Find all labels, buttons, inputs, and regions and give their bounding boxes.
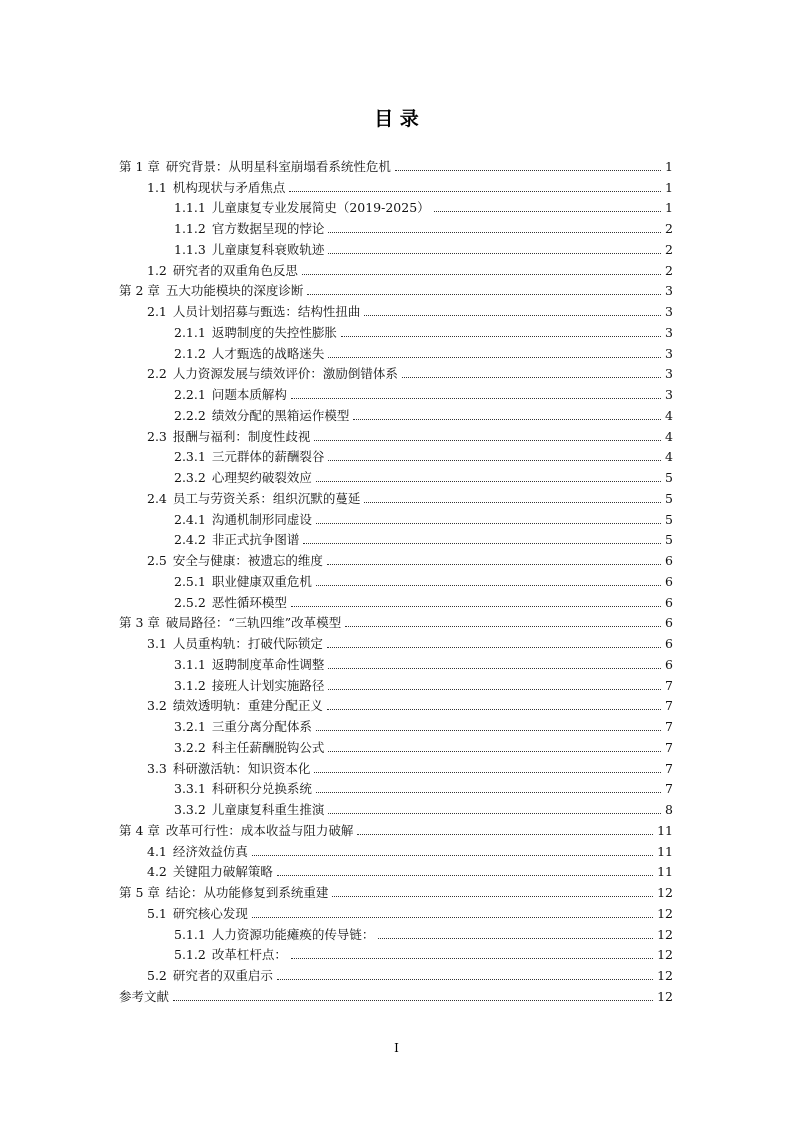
toc-entry-title: 儿童康复专业发展简史（2019-2025）: [211, 200, 430, 216]
table-of-contents: [119, 154, 673, 1005]
toc-entry-title: 人员计划招募与甄选：结构性扭曲: [172, 304, 361, 319]
toc-leader-dots: [395, 170, 661, 171]
toc-entry-number: 第 5 章: [119, 885, 160, 900]
toc-entry-page: 12: [657, 968, 673, 983]
toc-entry-title: 非正式抗争图谱: [211, 532, 300, 548]
toc-entry-number: 2.5.1: [174, 573, 206, 589]
toc-leader-dots: [327, 647, 661, 648]
toc-entry[interactable]: [119, 486, 673, 507]
toc-entry-page: 7: [665, 781, 673, 797]
toc-entry-page: 3: [665, 304, 673, 319]
toc-entry-title: 科主任薪酬脱钩公式: [211, 739, 325, 755]
toc-entry-number: 4.2: [147, 864, 167, 880]
toc-leader-dots: [328, 232, 661, 233]
toc-entry[interactable]: [119, 154, 673, 175]
toc-entry-page: 11: [657, 822, 673, 838]
toc-entry-title: 问题本质解构: [211, 387, 287, 402]
toc-entry-page: 5: [665, 490, 673, 506]
toc-entry-number: 3.3: [147, 760, 167, 776]
toc-entry-page: 3: [665, 324, 673, 340]
toc-leader-dots: [327, 564, 661, 565]
toc-entry-page: 12: [657, 905, 673, 921]
toc-leader-dots: [353, 419, 661, 420]
toc-leader-dots: [252, 917, 653, 918]
toc-entry-number: 1.1: [147, 179, 167, 195]
toc-entry[interactable]: [119, 880, 673, 901]
toc-entry[interactable]: [119, 839, 673, 860]
toc-leader-dots: [328, 751, 661, 752]
toc-leader-dots: [402, 377, 661, 378]
toc-entry[interactable]: [119, 528, 673, 549]
toc-leader-dots: [328, 357, 661, 358]
toc-entry-page: 7: [665, 760, 673, 776]
toc-entry-number: 1.2: [147, 262, 167, 278]
toc-entry-page: 6: [665, 594, 673, 610]
toc-entry-page: 6: [665, 636, 673, 651]
toc-entry[interactable]: [119, 652, 673, 673]
toc-entry-page: 3: [665, 366, 673, 382]
toc-entry[interactable]: [119, 714, 673, 735]
toc-entry-title: 人才甄选的战略迷失: [211, 345, 325, 361]
toc-entry-number: 3.2.1: [174, 719, 206, 734]
toc-entry[interactable]: [119, 756, 673, 777]
toc-entry-page: 1: [665, 200, 673, 216]
toc-entry[interactable]: [119, 279, 673, 300]
toc-leader-dots: [277, 979, 653, 980]
toc-entry[interactable]: [119, 548, 673, 569]
toc-entry-number: 2.3.1: [174, 449, 206, 465]
toc-entry-number: 2.4: [147, 490, 167, 506]
toc-entry-number: 2.3: [147, 428, 167, 444]
toc-entry-number: 2.4.1: [174, 511, 206, 527]
toc-entry-title: 沟通机制形同虚设: [211, 511, 312, 527]
toc-entry-title: 人员重构轨：打破代际锁定: [172, 636, 323, 651]
toc-entry-number: 2.4.2: [174, 532, 206, 548]
toc-entry[interactable]: [119, 362, 673, 383]
toc-leader-dots: [357, 834, 653, 835]
toc-entry-title: 经济效益仿真: [172, 843, 248, 859]
toc-entry-number: 3.2.2: [174, 739, 206, 755]
toc-entry[interactable]: [119, 963, 673, 984]
toc-leader-dots: [291, 606, 661, 607]
toc-entry-number: 1.1.3: [174, 241, 206, 257]
toc-entry-page: 4: [665, 428, 673, 444]
toc-entry-title: 科研积分兑换系统: [211, 781, 312, 797]
toc-entry-number: 2.2: [147, 366, 167, 382]
toc-entry-title: 研究者的双重角色反思: [172, 262, 298, 278]
toc-entry-title: 报酬与福利：制度性歧视: [172, 428, 311, 444]
toc-leader-dots: [173, 1000, 653, 1001]
toc-leader-dots: [316, 585, 661, 586]
toc-entry-number: 第 3 章: [119, 615, 160, 631]
toc-entry-page: 7: [665, 739, 673, 755]
toc-entry-number: 2.5.2: [174, 594, 206, 610]
toc-entry-page: 6: [665, 553, 673, 568]
toc-entry-title: 研究者的双重启示: [172, 968, 273, 983]
toc-entry-title: 科研激活轨：知识资本化: [172, 760, 311, 776]
toc-leader-dots: [341, 336, 661, 337]
toc-leader-dots: [314, 772, 661, 773]
toc-entry-page: 5: [665, 470, 673, 485]
toc-entry[interactable]: [119, 445, 673, 466]
toc-entry-title: 破局路径：“三轨四维”改革模型: [165, 615, 342, 631]
toc-entry[interactable]: [119, 569, 673, 590]
toc-title: 目 录: [374, 108, 419, 130]
toc-entry-page: 12: [657, 885, 673, 900]
toc-leader-dots: [378, 938, 653, 939]
toc-entry-title: 职业健康双重危机: [211, 573, 312, 589]
toc-entry-title: 官方数据呈现的悖论: [211, 221, 325, 236]
toc-entry-number: 2.2.2: [174, 407, 206, 423]
toc-entry-page: 8: [665, 802, 673, 817]
toc-entry[interactable]: [119, 341, 673, 362]
toc-entry[interactable]: [119, 382, 673, 403]
toc-entry[interactable]: [119, 984, 673, 1005]
toc-leader-dots: [277, 875, 653, 876]
toc-entry[interactable]: [119, 777, 673, 798]
toc-entry[interactable]: [119, 860, 673, 881]
toc-entry-page: 3: [665, 387, 673, 402]
toc-entry-number: 2.1.2: [174, 345, 206, 361]
toc-entry-title: 绩效透明轨：重建分配正义: [172, 698, 323, 714]
toc-leader-dots: [328, 668, 661, 669]
toc-leader-dots: [364, 315, 661, 316]
toc-entry[interactable]: [119, 735, 673, 756]
toc-entry[interactable]: [119, 818, 673, 839]
toc-entry-number: 3.2: [147, 698, 167, 714]
toc-entry-number: 2.1: [147, 304, 167, 319]
toc-entry-title: 人力资源功能瘫痪的传导链：: [211, 926, 375, 942]
toc-entry-title: 机构现状与矛盾焦点: [172, 179, 286, 195]
toc-entry-title: 心理契约破裂效应: [211, 470, 312, 485]
toc-entry-number: 第 1 章: [119, 158, 160, 174]
toc-entry[interactable]: [119, 590, 673, 611]
toc-entry-page: 2: [665, 241, 673, 257]
toc-leader-dots: [291, 958, 653, 959]
toc-entry-title: 安全与健康：被遗忘的维度: [172, 553, 323, 568]
toc-entry-title: 儿童康复科重生推演: [211, 802, 325, 817]
toc-leader-dots: [314, 440, 661, 441]
toc-leader-dots: [434, 211, 661, 212]
toc-leader-dots: [328, 253, 661, 254]
toc-entry-title: 改革杠杆点：: [211, 947, 287, 963]
toc-entry[interactable]: [119, 507, 673, 528]
toc-leader-dots: [345, 626, 661, 627]
toc-entry-title: 结论：从功能修复到系统重建: [165, 885, 329, 900]
toc-entry-page: 7: [665, 698, 673, 714]
toc-entry-page: 4: [665, 449, 673, 465]
toc-entry-number: 3.3.2: [174, 802, 206, 817]
toc-entry-page: 3: [665, 283, 673, 299]
toc-entry-number: 第 2 章: [119, 283, 160, 299]
toc-entry[interactable]: [119, 673, 673, 694]
toc-leader-dots: [316, 730, 661, 731]
toc-entry[interactable]: [119, 694, 673, 715]
toc-entry-number: 3.3.1: [174, 781, 206, 797]
toc-entry-title: 参考文献: [119, 988, 170, 1004]
toc-entry[interactable]: [119, 901, 673, 922]
toc-entry[interactable]: [119, 631, 673, 652]
toc-leader-dots: [252, 855, 653, 856]
toc-entry-number: 2.2.1: [174, 387, 206, 402]
toc-entry-number: 3.1.1: [174, 656, 206, 672]
toc-entry-page: 12: [657, 947, 673, 963]
toc-entry-title: 员工与劳资关系：组织沉默的蔓延: [172, 490, 361, 506]
toc-entry-number: 2.3.2: [174, 470, 206, 485]
toc-entry-page: 1: [665, 179, 673, 195]
toc-entry-page: 2: [665, 221, 673, 236]
toc-leader-dots: [316, 481, 661, 482]
toc-entry-title: 恶性循环模型: [211, 594, 287, 610]
toc-entry-page: 6: [665, 656, 673, 672]
toc-entry-number: 3.1: [147, 636, 167, 651]
toc-leader-dots: [364, 502, 661, 503]
toc-leader-dots: [303, 543, 661, 544]
toc-entry-page: 2: [665, 262, 673, 278]
toc-leader-dots: [289, 191, 661, 192]
toc-entry-title: 改革可行性：成本收益与阻力破解: [165, 822, 354, 838]
toc-entry-title: 儿童康复科衰败轨迹: [211, 241, 325, 257]
toc-entry[interactable]: [119, 403, 673, 424]
toc-entry[interactable]: [119, 922, 673, 943]
toc-entry[interactable]: [119, 465, 673, 486]
toc-entry-page: 7: [665, 719, 673, 734]
toc-entry[interactable]: [119, 424, 673, 445]
toc-entry-number: 3.1.2: [174, 677, 206, 693]
toc-entry-title: 人力资源发展与绩效评价：激励倒错体系: [172, 366, 398, 382]
toc-entry-title: 返聘制度革命性调整: [211, 656, 325, 672]
toc-entry-number: 第 4 章: [119, 822, 160, 838]
toc-entry-number: 4.1: [147, 843, 167, 859]
toc-leader-dots: [291, 398, 661, 399]
toc-entry-title: 关键阻力破解策略: [172, 864, 273, 880]
toc-entry-title: 三重分离分配体系: [211, 719, 312, 734]
toc-entry[interactable]: [119, 611, 673, 632]
toc-entry[interactable]: [119, 299, 673, 320]
toc-entry-page: 7: [665, 677, 673, 693]
toc-leader-dots: [316, 792, 661, 793]
toc-entry-page: 11: [657, 843, 673, 859]
toc-entry-title: 三元群体的薪酬裂谷: [211, 449, 325, 465]
toc-leader-dots: [328, 689, 661, 690]
toc-entry-page: 4: [665, 407, 673, 423]
toc-entry[interactable]: [119, 258, 673, 279]
toc-entry-number: 5.1.1: [174, 926, 206, 942]
toc-entry[interactable]: [119, 320, 673, 341]
toc-entry[interactable]: [119, 175, 673, 196]
toc-entry-title: 绩效分配的黑箱运作模型: [211, 407, 350, 423]
page-number: I: [394, 1041, 399, 1055]
toc-entry-number: 5.1: [147, 905, 167, 921]
toc-leader-dots: [307, 294, 661, 295]
toc-entry-number: 5.2: [147, 968, 167, 983]
toc-entry-title: 接班人计划实施路径: [211, 677, 325, 693]
toc-entry[interactable]: [119, 237, 673, 258]
toc-entry[interactable]: [119, 943, 673, 964]
toc-entry-page: 6: [665, 573, 673, 589]
toc-entry-number: 2.5: [147, 553, 167, 568]
toc-leader-dots: [302, 274, 661, 275]
toc-entry[interactable]: [119, 216, 673, 237]
toc-entry-page: 5: [665, 532, 673, 548]
toc-entry-number: 1.1.1: [174, 200, 206, 216]
toc-entry-page: 6: [665, 615, 673, 631]
toc-entry-page: 5: [665, 511, 673, 527]
toc-entry-title: 五大功能模块的深度诊断: [165, 283, 304, 299]
toc-entry-title: 返聘制度的失控性膨胀: [211, 324, 337, 340]
toc-leader-dots: [316, 523, 661, 524]
toc-entry-title: 研究核心发现: [172, 905, 248, 921]
toc-entry-page: 1: [665, 158, 673, 174]
toc-entry[interactable]: [119, 797, 673, 818]
toc-leader-dots: [328, 460, 661, 461]
toc-entry[interactable]: [119, 196, 673, 217]
toc-entry-page: 12: [657, 926, 673, 942]
toc-entry-number: 5.1.2: [174, 947, 206, 963]
toc-leader-dots: [332, 896, 653, 897]
toc-entry-page: 3: [665, 345, 673, 361]
toc-leader-dots: [328, 813, 661, 814]
toc-entry-page: 12: [657, 988, 673, 1004]
toc-leader-dots: [327, 709, 661, 710]
toc-entry-page: 11: [657, 864, 673, 880]
toc-entry-number: 1.1.2: [174, 221, 206, 236]
toc-entry-title: 研究背景：从明星科室崩塌看系统性危机: [165, 158, 391, 174]
toc-entry-number: 2.1.1: [174, 324, 206, 340]
